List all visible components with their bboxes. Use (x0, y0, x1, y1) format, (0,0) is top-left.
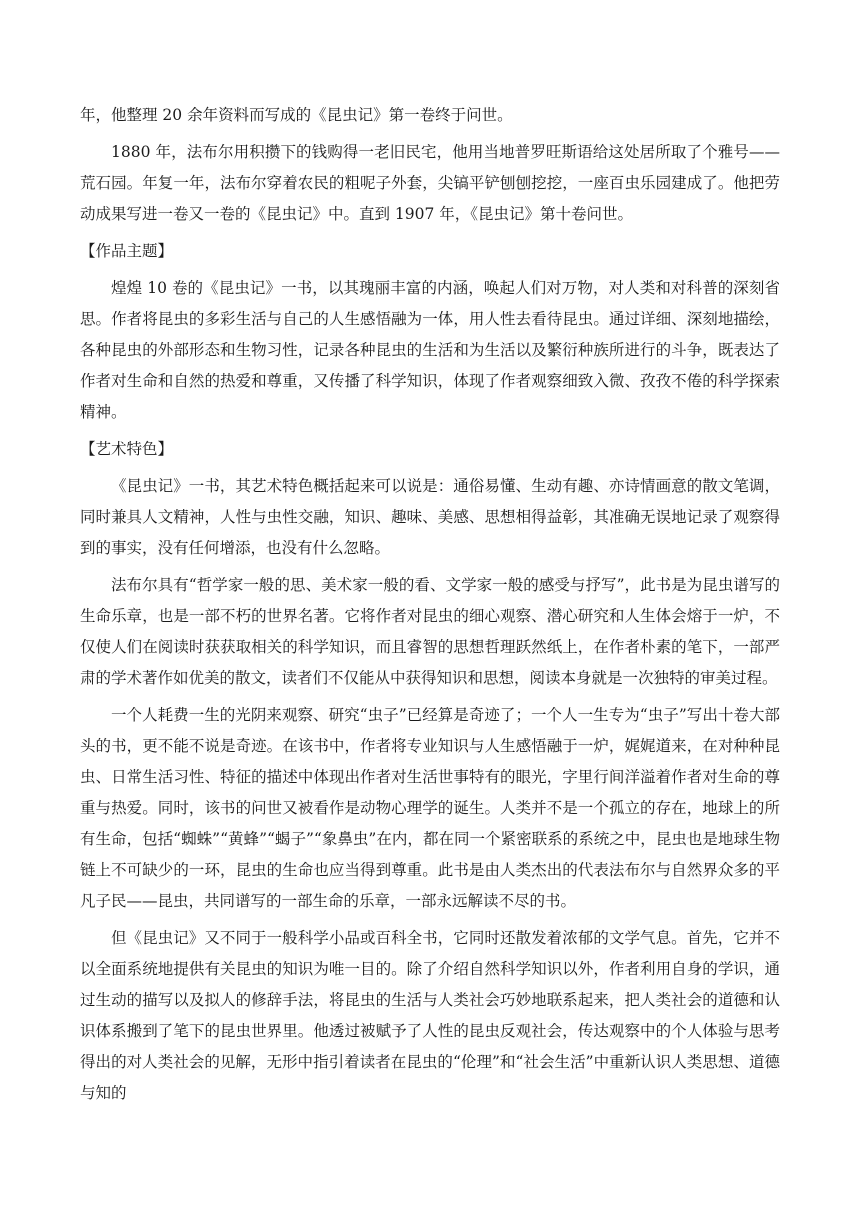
paragraph-continuation: 年，他整理 20 余年资料而写成的《昆虫记》第一卷终于问世。 (80, 106, 513, 124)
paragraph-art-features-4: 但《昆虫记》又不同于一般科学小品或百科全书，它同时还散发着浓郁的文学气息。首先，它并不以全面系统地提供有关昆虫的知识为唯一目的。除了介绍自然科学知识以外，作者利用自身的学识，通过生动的描写以及拟人的修辞手法，将昆虫的生活与人类社会巧妙地联系起来，把人类社会的道德和认识体系搬到了笔下的昆虫世界里。他透过被赋予了人性的昆虫反观社会，传达观察中的个人体验与思考得出的对人类社会的见解，无形中指引着读者在昆虫的“伦理”和“社会生活”中重新认识人类思想、道德与知的 (80, 929, 780, 1102)
document-page (80, 100, 780, 1115)
section-heading-art-features: 【艺术特色】 (80, 440, 174, 458)
paragraph-wasteland-garden: 1880 年，法布尔用积攒下的钱购得一老旧民宅，他用当地普罗旺斯语给这处居所取了个雅号——荒石园。年复一年，法布尔穿着农民的粗呢子外套，尖镐平铲刨刨挖挖，一座百虫乐园建成了。他把劳动成果写进一卷又一卷的《昆虫记》中。直到 1907 年，《昆虫记》第十卷问世。 (80, 143, 780, 223)
section-heading-theme: 【作品主题】 (80, 242, 174, 260)
paragraph-art-features-3: 一个人耗费一生的光阴来观察、研究“虫子”已经算是奇迹了；一个人一生专为“虫子”写出十卷大部头的书，更不能不说是奇迹。在该书中，作者将专业知识与人生感悟融于一炉，娓娓道来，在对种种昆虫、日常生活习性、特征的描述中体现出作者对生活世事特有的眼光，字里行间洋溢着作者对生命的尊重与热爱。同时，该书的问世又被看作是动物心理学的诞生。人类并不是一个孤立的存在，地球上的所有生命，包括“蜘蛛”“黄蜂”“蝎子”“象鼻虫”在内，都在同一个紧密联系的系统之中，昆虫也是地球生物链上不可缺少的一环，昆虫的生命也应当得到尊重。此书是由人类杰出的代表法布尔与自然界众多的平凡子民——昆虫，共同谱写的一部生命的乐章，一部永远解读不尽的书。 (80, 706, 780, 910)
paragraph-art-features-1: 《昆虫记》一书，其艺术特色概括起来可以说是：通俗易懂、生动有趣、亦诗情画意的散文笔调，同时兼具人文精神，人性与虫性交融，知识、趣味、美感、思想相得益彰，其准确无误地记录了观察得到的事实，没有任何增添，也没有什么忽略。 (80, 477, 780, 557)
paragraph-theme: 煌煌 10 卷的《昆虫记》一书，以其瑰丽丰富的内涵，唤起人们对万物，对人类和对科普的深刻省思。作者将昆虫的多彩生活与自己的人生感悟融为一体，用人性去看待昆虫。通过详细、深刻地描绘，各种昆虫的外部形态和生物习性，记录各种昆虫的生活和为生活以及繁衍种族所进行的斗争，既表达了作者对生命和自然的热爱和尊重，又传播了科学知识，体现了作者观察细致入微、孜孜不倦的科学探索精神。 (80, 279, 780, 421)
paragraph-art-features-2: 法布尔具有“哲学家一般的思、美术家一般的看、文学家一般的感受与抒写”，此书是为昆虫谱写的生命乐章，也是一部不朽的世界名著。它将作者对昆虫的细心观察、潜心研究和人生体会熔于一炉，不仅使人们在阅读时获获取相关的科学知识，而且睿智的思想哲理跃然纸上，在作者朴素的笔下，一部严肃的学术著作如优美的散文，读者们不仅能从中获得知识和思想，阅读本身就是一次独特的审美过程。 (80, 576, 780, 687)
